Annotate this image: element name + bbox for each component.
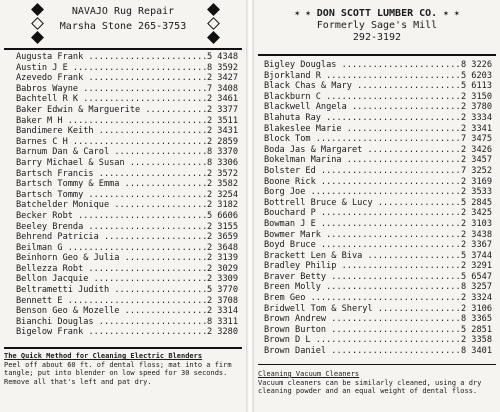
listing-name: Bottrell Bruce & Lucy ..... [264,198,460,209]
tip-box [4,352,242,386]
listing-name: Blahuta Ray ..... [264,113,460,124]
listing-phone: 5 6547 [460,271,492,282]
listing-row [264,81,492,92]
listing-name: Boda Jas & Margaret ..... [264,145,460,156]
ad-title [254,8,500,20]
listing-phone: 8 3306 [206,157,238,168]
ad-subtitle: Formerly Sage's Mill [316,20,438,31]
listing-row [264,240,492,251]
listing-phone: 7 3408 [206,83,238,94]
listing-phone: 8 3370 [206,147,238,158]
listing-name: Barnes C H ..... [16,137,206,148]
diamond-icon [31,3,44,16]
listing-name: Bartsch Francis ..... [16,169,206,180]
listing-phone: 2 3291 [460,261,492,272]
diamond-ornament-left [30,5,44,47]
listing-name: Boyd Bruce ..... [264,240,460,251]
listing-phone: 5 3744 [460,250,492,261]
listing-row [264,92,492,103]
diamond-icon [31,31,44,44]
listing-row [16,105,238,116]
listing-phone: 8 3257 [460,282,492,293]
listing-phone: 2 3324 [460,293,492,304]
listing-phone: 2 3150 [460,91,492,102]
tip-title: The Quick Method for Cleaning Electric Blenders [4,352,203,360]
footer-rule [258,364,496,365]
tip-title: Cleaning Vacuum Cleaners [258,370,360,378]
listing-name: Bowmer Mark ..... [264,230,460,241]
listing-phone: 2 3280 [206,327,238,338]
directory-listing [264,60,492,357]
listing-name: Blakeslee Marie ..... [264,124,460,135]
listing-row [16,232,238,243]
listing-row [16,243,238,254]
listing-name: Brown D L ..... [264,335,460,346]
listing-row [264,102,492,113]
listing-phone: 5 2845 [460,197,492,208]
listing-phone: 5 6113 [460,81,492,92]
footer-rule [4,347,242,349]
right-page [254,0,500,412]
listing-name: Beilman G ..... [16,243,206,254]
listing-row [16,126,238,137]
listing-phone: 2 3358 [460,335,492,346]
listing-name: Blackwell Angela ..... [264,102,460,113]
listing-row [16,200,238,211]
diamond-icon [207,17,220,30]
listing-phone: 2 3438 [460,229,492,240]
listing-name: Black Chas & Mary ..... [264,81,460,92]
listing-phone: 2 3780 [460,102,492,113]
listing-phone: 2 3155 [206,221,238,232]
listing-phone: 8 3592 [206,62,238,73]
diamond-icon [207,3,220,16]
ad-phone: 292-3192 [352,32,402,43]
listing-phone: 5 4348 [206,52,238,62]
listing-phone: 7 3475 [460,134,492,145]
listing-row [16,169,238,180]
listing-phone: 2 3708 [206,295,238,306]
listing-phone: 2 3572 [206,168,238,179]
listing-name: Blackburn C ..... [264,92,460,103]
star-icon: ✶ ✶ [294,9,311,19]
listing-name: Brem Geo ..... [264,293,460,304]
listing-row [264,272,492,283]
listing-name: Brown Burton ..... [264,325,460,336]
listing-phone: 2 3106 [460,303,492,314]
tip-body: Peel off about 60 ft. of dental floss; mat into a firm tangle; put into blender on low speed for 30 seconds. Remove all that's left and pat dry. [4,360,232,386]
listing-name: Bowman J E ..... [264,219,460,230]
listing-row [16,296,238,307]
listing-name: Bridwell Tom & Sheryl ..... [264,304,460,315]
listing-phone: 2 3511 [206,115,238,126]
listing-name: Brackett Len & Biva ..... [264,251,460,262]
listing-phone: 2 3582 [206,179,238,190]
listing-phone: 2 3029 [206,263,238,274]
listing-name: Bachtell R K ..... [16,94,206,105]
listing-name: Becker Robt ..... [16,211,206,222]
listing-name: Bolster Ed ..... [264,166,460,177]
listing-name: Borg Joe ..... [264,187,460,198]
listing-row [264,71,492,82]
listing-phone: 2 3425 [460,208,492,219]
listing-row [16,274,238,285]
diamond-icon [207,31,220,44]
listing-row [16,211,238,222]
listing-name: Babros Wayne ..... [16,84,206,95]
listing-phone: 2 3457 [460,155,492,166]
listing-row [264,325,492,336]
listing-row [264,219,492,230]
listing-phone: 2 3334 [460,112,492,123]
listing-phone: 5 2851 [460,324,492,335]
listing-phone: 5 6606 [206,210,238,221]
listing-row [264,145,492,156]
listing-row [16,147,238,158]
listing-name: Braver Betty ..... [264,272,460,283]
listing-phone: 2 3659 [206,232,238,243]
listing-name: Bellezza Robt ..... [16,264,206,275]
listing-phone: 2 3309 [206,274,238,285]
listing-phone: 2 3377 [206,104,238,115]
listing-row [16,137,238,148]
diamond-icon [31,17,44,30]
listing-name: Brown Daniel ..... [264,346,460,357]
listing-name: Azevedo Frank ..... [16,73,206,84]
tip-box [258,370,496,396]
listing-name: Barnum Dan & Carol ..... [16,147,206,158]
tip-body: Vacuum cleaners can be similarly cleaned, using a dry cleaning powder and an equal weight of dental floss. [258,378,482,396]
listing-row [264,187,492,198]
listing-row [264,346,492,357]
listing-row [264,261,492,272]
listing-phone: 2 3103 [460,218,492,229]
listing-name: Beinhorn Geo & Julia ..... [16,253,206,264]
left-page-ad-header [0,2,246,54]
header-rule [4,48,242,50]
listing-phone: 8 3365 [460,314,492,325]
listing-row [264,208,492,219]
listing-row [16,179,238,190]
listing-row [16,306,238,317]
listing-phone: 8 3226 [460,60,492,70]
listing-phone: 5 3770 [206,285,238,296]
listing-name: Bradley Philip ..... [264,261,460,272]
listing-row [16,327,238,338]
listing-phone: 2 3341 [460,123,492,134]
listing-name: Bigley Douglas ..... [264,60,460,71]
listing-row [264,282,492,293]
listing-row [264,314,492,325]
listing-phone: 7 3252 [460,165,492,176]
listing-row [16,285,238,296]
listing-row [264,335,492,346]
listing-name: Breen Molly ..... [264,282,460,293]
listing-row [264,251,492,262]
listing-row [264,155,492,166]
listing-row [264,113,492,124]
listing-row [264,293,492,304]
listing-name: Bartsch Tommy & Emma ..... [16,179,206,190]
listing-name: Bjorkland R ..... [264,71,460,82]
listing-name: Boone Rick ..... [264,177,460,188]
listing-name: Bouchard P ..... [264,208,460,219]
listing-phone: 2 3182 [206,200,238,211]
listing-row [264,304,492,315]
listing-row [16,52,238,63]
listing-row [264,134,492,145]
listing-row [16,73,238,84]
listing-name: Behrend Patricia ..... [16,232,206,243]
listing-phone: 5 6203 [460,70,492,81]
ad-title-text: DON SCOTT LUMBER CO. [316,8,438,19]
listing-phone: 2 3648 [206,242,238,253]
book-gutter [246,0,254,412]
listing-phone: 2 3254 [206,189,238,200]
listing-name: Baker M H ..... [16,116,206,127]
listing-row [264,166,492,177]
listing-name: Bokelman Marina ..... [264,155,460,166]
listing-phone: 2 3427 [206,73,238,84]
listing-name: Bandimere Keith ..... [16,126,206,137]
listing-phone: 2 3139 [206,253,238,264]
listing-name: Bellon Jacquie ..... [16,274,206,285]
listing-phone: 8 3401 [460,346,492,357]
listing-row [16,116,238,127]
listing-row [16,317,238,328]
left-page [0,0,246,412]
directory-listing [16,52,238,338]
listing-row [264,60,492,71]
listing-name: Brown Andrew ..... [264,314,460,325]
listing-name: Benson Geo & Mozelle ..... [16,306,206,317]
listing-row [16,190,238,201]
listing-row [264,198,492,209]
listing-row [16,253,238,264]
listing-name: Bartsch Tommy ..... [16,190,206,201]
listing-phone: 2 3431 [206,126,238,137]
listing-name: Barry Michael & Susan ..... [16,158,206,169]
listing-name: Augusta Frank ..... [16,52,206,63]
listing-name: Baker Edwin & Marguerite ..... [16,105,206,116]
listing-phone: 2 3461 [206,94,238,105]
listing-row [16,264,238,275]
listing-phone: 2 3314 [206,306,238,317]
listing-row [16,84,238,95]
listing-row [16,94,238,105]
listing-name: Bennett E ..... [16,296,206,307]
listing-row [264,124,492,135]
listing-row [16,222,238,233]
listing-phone: 2 3169 [460,176,492,187]
listing-name: Batchelder Monique ..... [16,200,206,211]
listing-phone: 2 3533 [460,187,492,198]
right-page-ad-header [254,2,500,54]
listing-row [16,63,238,74]
listing-name: Beltrametti Judith ..... [16,285,206,296]
diamond-ornament-right [206,5,220,47]
listing-name: Beeley Brenda ..... [16,222,206,233]
listing-name: Block Tom ..... [264,134,460,145]
listing-row [264,177,492,188]
listing-phone: 2 3367 [460,240,492,251]
listing-name: Austin J E ..... [16,63,206,74]
listing-name: Bigelow Frank ..... [16,327,206,338]
header-rule [258,54,496,56]
listing-row [16,158,238,169]
listing-phone: 2 2859 [206,136,238,147]
ad-title: NAVAJO Rug Repair [71,6,175,17]
listing-name: Bianchi Douglas ..... [16,317,206,328]
listing-row [264,230,492,241]
listing-phone: 8 3311 [206,316,238,327]
ad-contact: Marsha Stone 265-3753 [59,21,187,32]
listing-phone: 2 3426 [460,144,492,155]
star-icon: ✶ ✶ [443,9,460,19]
